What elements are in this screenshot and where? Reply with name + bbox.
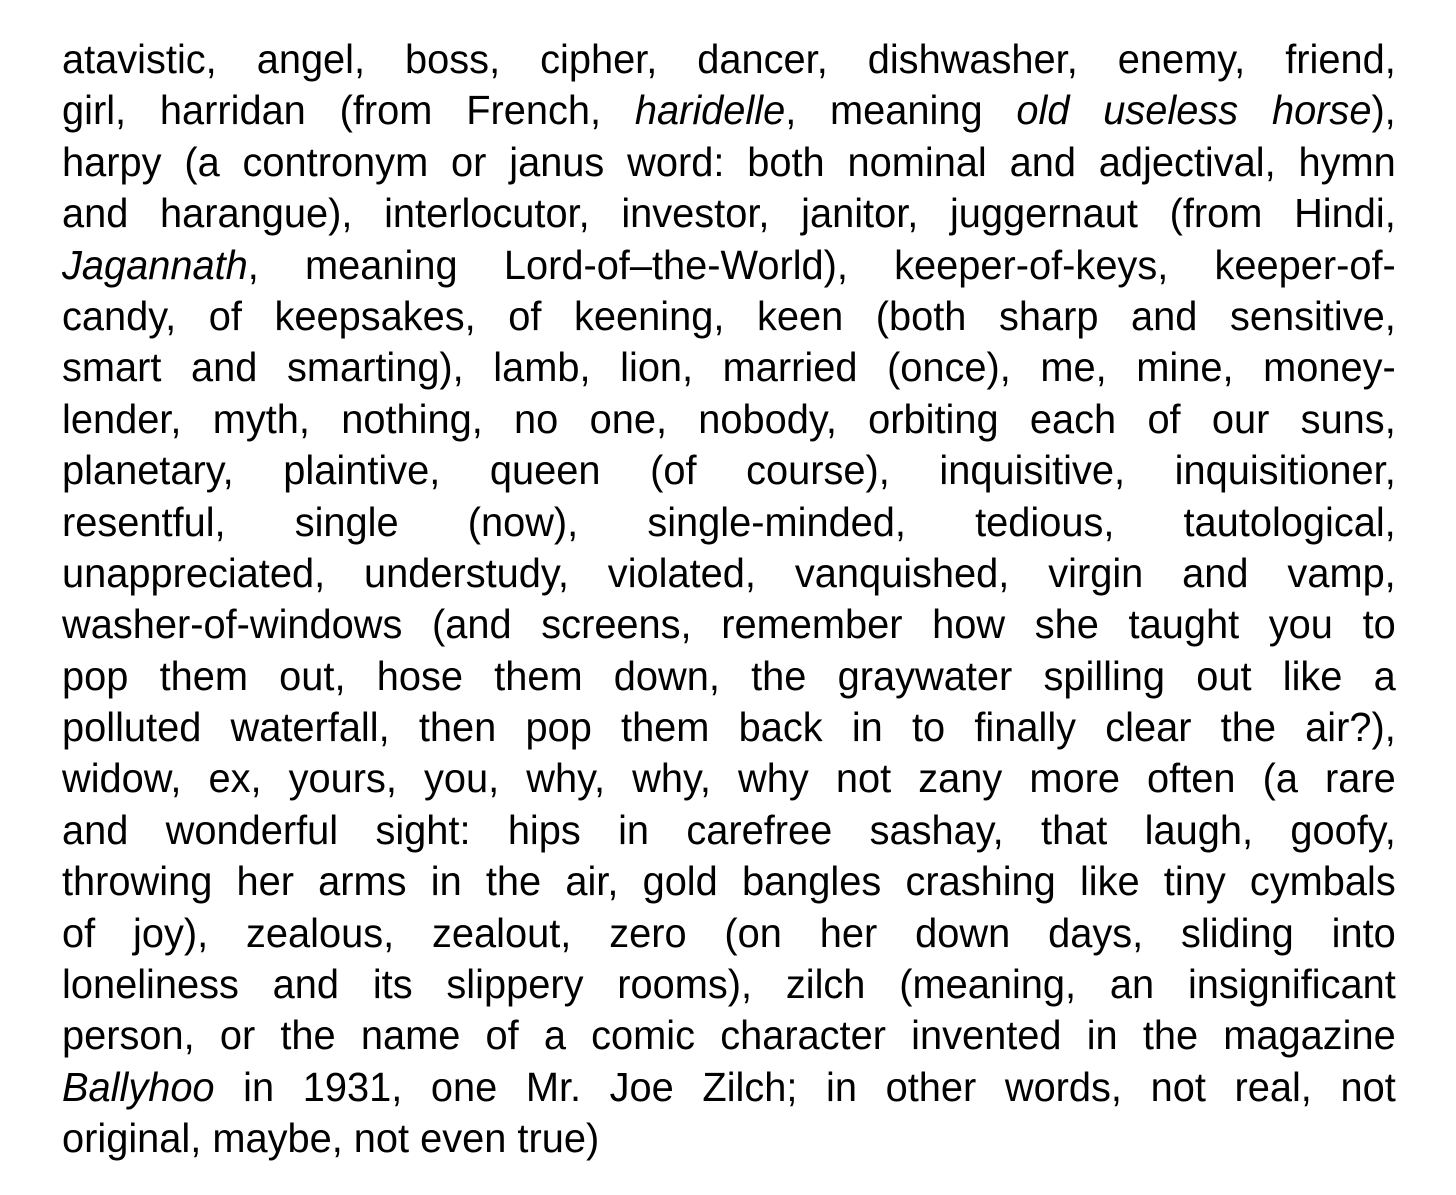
text-line bbox=[62, 445, 1396, 496]
text-run: planetary, plaintive, queen (of course), inquisitive, inquisitioner, bbox=[62, 447, 1396, 494]
text-run: unappreciated, understudy, violated, vanquished, virgin and vamp, bbox=[62, 549, 1396, 596]
text-run: original, maybe, not even true) bbox=[62, 1115, 600, 1162]
text-line bbox=[62, 342, 1396, 393]
text-line bbox=[62, 1062, 1396, 1113]
text-line bbox=[62, 702, 1396, 753]
text-line bbox=[62, 394, 1396, 445]
italic-run-ballyhoo: Ballyhoo bbox=[62, 1063, 215, 1110]
text-run: girl, harridan (from French, bbox=[62, 87, 635, 134]
poem-paragraph bbox=[62, 34, 1396, 1165]
text-run: pop them out, hose them down, the graywater spilling out like a bbox=[62, 652, 1396, 699]
text-run: of joy), zealous, zealout, zero (on her down days, sliding into bbox=[62, 909, 1396, 956]
text-line bbox=[62, 753, 1396, 804]
italic-run-jagannath: Jagannath bbox=[62, 241, 248, 288]
italic-run-old-useless-horse: old useless horse bbox=[1016, 87, 1372, 134]
text-line bbox=[62, 85, 1396, 136]
text-run: in 1931, one Mr. Joe Zilch; in other words, not real, not bbox=[214, 1063, 1396, 1110]
text-run: person, or the name of a comic character invented in the magazine bbox=[62, 1012, 1396, 1059]
text-run: candy, of keepsakes, of keening, keen (both sharp and sensitive, bbox=[62, 292, 1396, 339]
text-line bbox=[62, 497, 1396, 548]
text-line bbox=[62, 805, 1396, 856]
text-run: smart and smarting), lamb, lion, married (once), me, mine, money- bbox=[62, 344, 1396, 391]
text-line bbox=[62, 651, 1396, 702]
text-run: resentful, single (now), single-minded, tedious, tautological, bbox=[62, 498, 1396, 545]
text-run: atavistic, angel, boss, cipher, dancer, dishwasher, enemy, friend, bbox=[62, 36, 1396, 82]
text-run: loneliness and its slippery rooms), zilch (meaning, an insignificant bbox=[62, 961, 1396, 1008]
text-run: ), bbox=[1371, 87, 1396, 134]
text-line bbox=[62, 291, 1396, 342]
text-run: harpy (a contronym or janus word: both nominal and adjectival, hymn bbox=[62, 138, 1396, 185]
text-line bbox=[62, 1010, 1396, 1061]
text-line bbox=[62, 959, 1396, 1010]
text-line bbox=[62, 240, 1396, 291]
text-run: throwing her arms in the air, gold bangles crashing like tiny cymbals bbox=[62, 858, 1396, 905]
italic-run-haridelle: haridelle bbox=[634, 87, 786, 134]
document-page bbox=[62, 34, 1396, 1165]
text-run: widow, ex, yours, you, why, why, why not zany more often (a rare bbox=[62, 755, 1396, 802]
text-line bbox=[62, 548, 1396, 599]
text-line bbox=[62, 137, 1396, 188]
text-run: washer-of-windows (and screens, remember how she taught you to bbox=[62, 601, 1396, 648]
text-line bbox=[62, 188, 1396, 239]
text-run: , meaning bbox=[785, 87, 1017, 134]
text-line bbox=[62, 856, 1396, 907]
text-run: polluted waterfall, then pop them back in to finally clear the air?), bbox=[62, 704, 1396, 751]
text-line bbox=[62, 34, 1396, 85]
text-run: , meaning Lord-of–the-World), keeper-of-keys, keeper-of- bbox=[247, 241, 1396, 288]
text-run: and harangue), interlocutor, investor, janitor, juggernaut (from Hindi, bbox=[62, 190, 1396, 237]
text-line bbox=[62, 908, 1396, 959]
text-line-last bbox=[62, 1113, 1396, 1164]
text-run: lender, myth, nothing, no one, nobody, orbiting each of our suns, bbox=[62, 395, 1396, 442]
text-run: and wonderful sight: hips in carefree sashay, that laugh, goofy, bbox=[62, 806, 1396, 853]
text-line bbox=[62, 599, 1396, 650]
